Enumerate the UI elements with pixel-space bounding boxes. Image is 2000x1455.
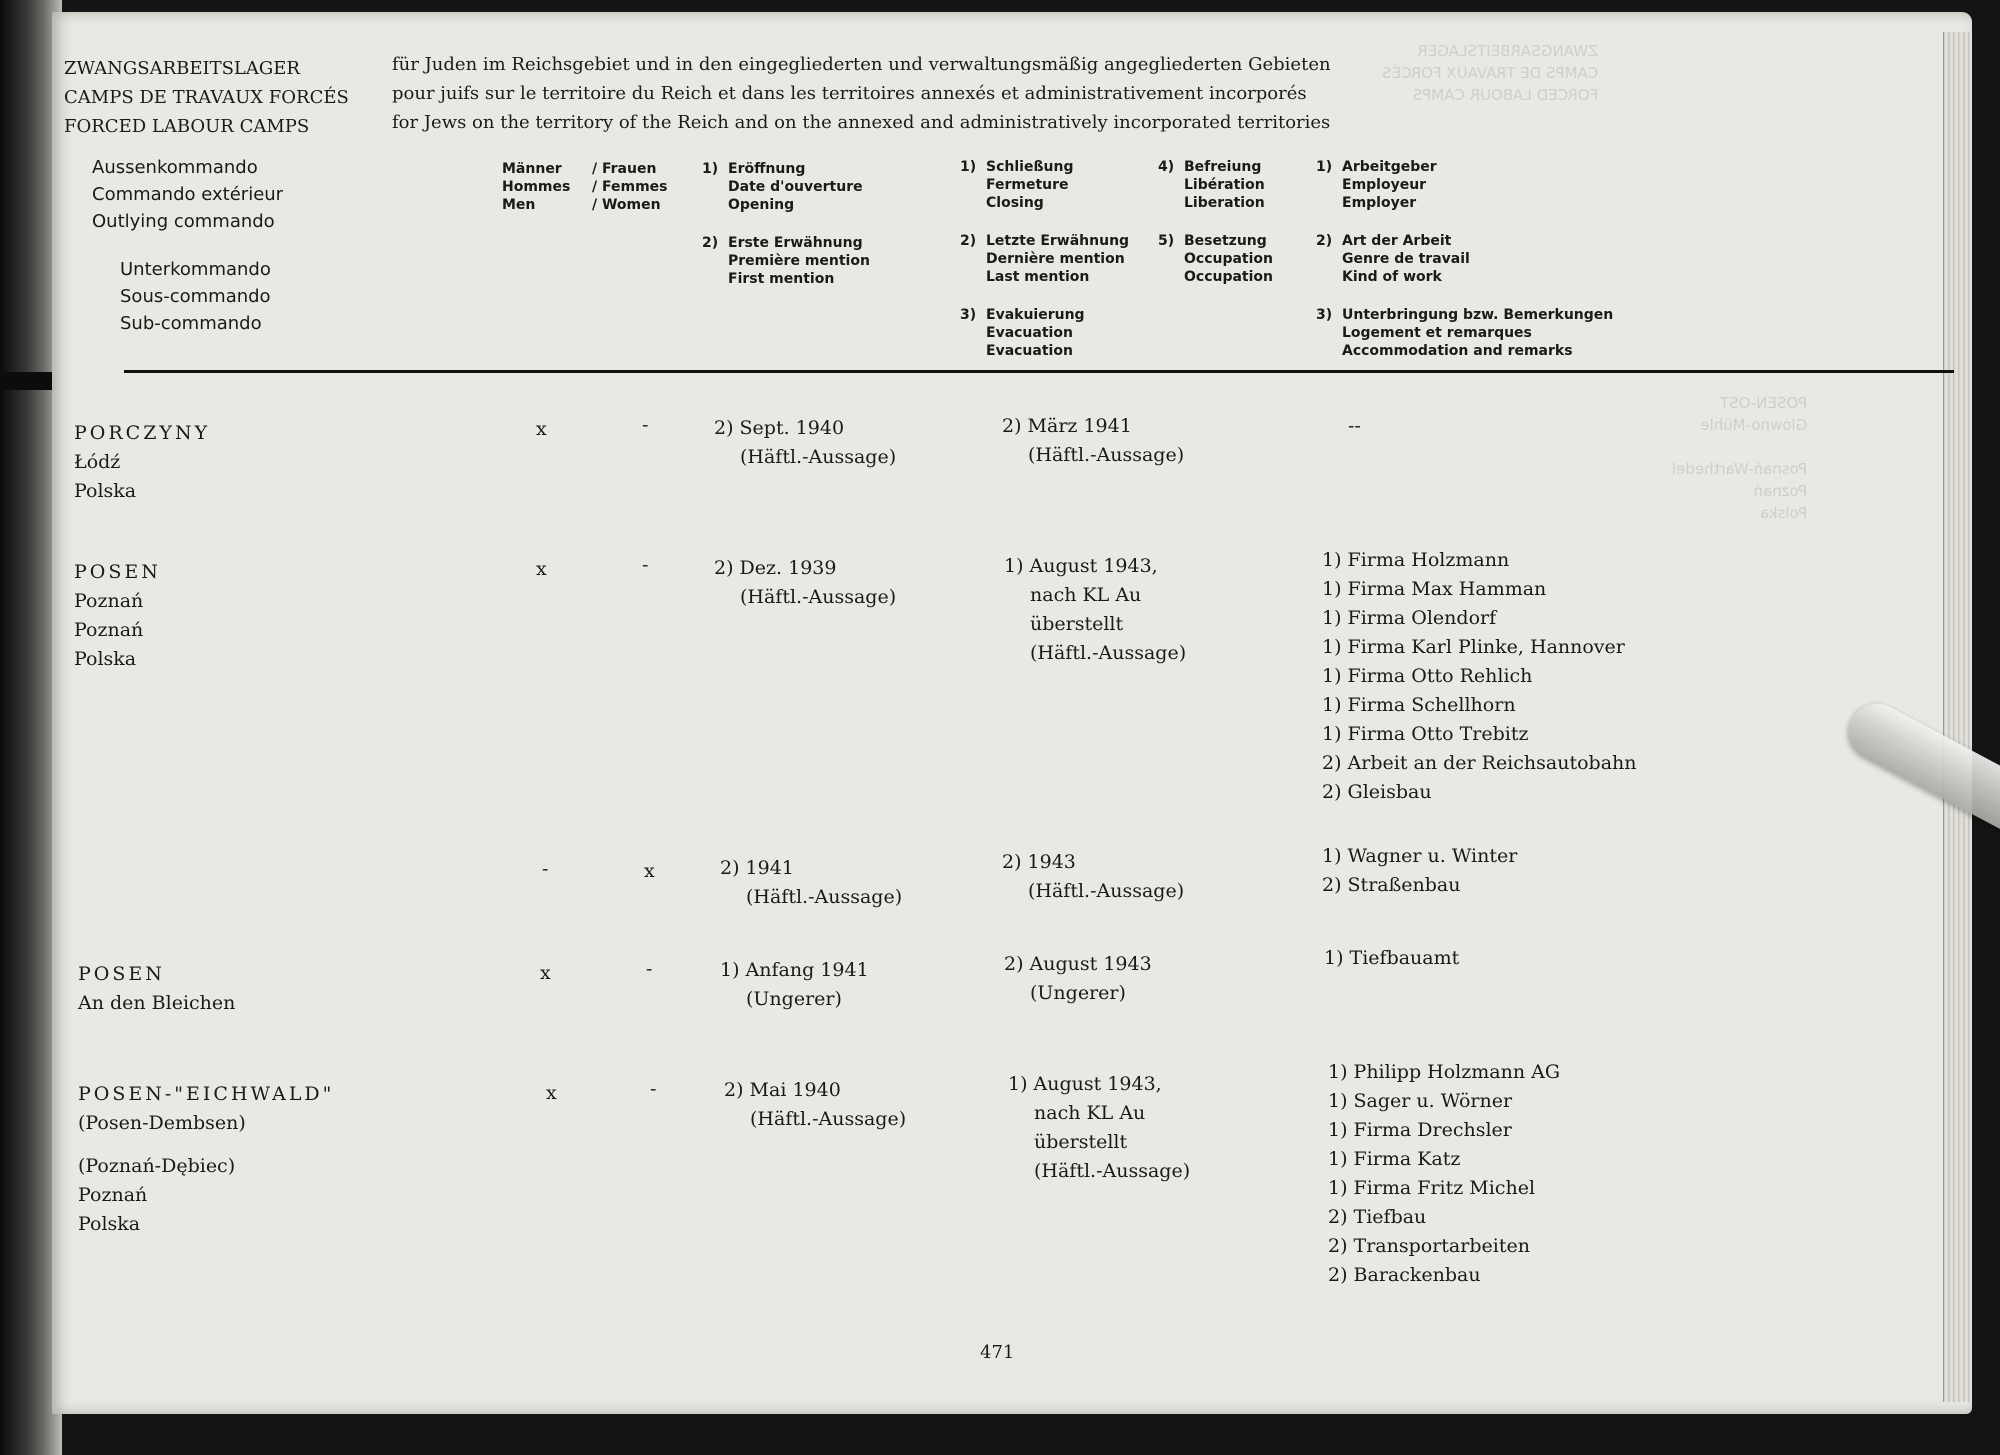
opening-source: (Häftl.-Aussage) bbox=[740, 586, 897, 608]
intro-line-de: für Juden im Reichsgebiet und in den eingegliederten und verwaltungsmäßig angegliederten Gebieten bbox=[392, 54, 1331, 75]
camp-city: Łódź bbox=[74, 451, 121, 473]
camp-polish-name: (Poznań-Dębiec) bbox=[78, 1155, 236, 1177]
entry-posen-men: x bbox=[536, 558, 547, 580]
camp-name: POSEN-"EICHWALD" bbox=[78, 1083, 335, 1105]
closing-line: 1) August 1943, bbox=[1008, 1073, 1162, 1095]
sub-line-fr: Sous-commando bbox=[120, 286, 271, 307]
title-line-en: FORCED LABOUR CAMPS bbox=[64, 116, 310, 137]
legend-closing-num-3: 3) bbox=[960, 307, 977, 323]
camp-alt-name: (Posen-Dembsen) bbox=[78, 1112, 246, 1134]
legend-remarks-de: Unterbringung bzw. Bemerkungen bbox=[1342, 307, 1614, 323]
employer-item: 2) Tiefbau bbox=[1328, 1206, 1427, 1228]
entry-2-employer bbox=[1322, 842, 1517, 900]
closing-line: 2) März 1941 bbox=[1002, 415, 1132, 437]
legend-closing-2-de: Letzte Erwähnung bbox=[986, 233, 1130, 249]
legend-employer bbox=[1316, 158, 1613, 360]
legend-work-num-2: 2) bbox=[1316, 233, 1333, 249]
spine-shadow bbox=[0, 372, 58, 390]
entry-bleichen-employer: 1) Tiefbauamt bbox=[1324, 947, 1460, 969]
entry-posen-employer bbox=[1322, 546, 1637, 807]
entry-posen-closing bbox=[1004, 552, 1186, 668]
legend-remarks-en: Accommodation and remarks bbox=[1342, 343, 1573, 359]
closing-source: (Häftl.-Aussage) bbox=[1028, 444, 1185, 466]
entry-porczyny-closing bbox=[1002, 412, 1184, 470]
legend-work-fr: Genre de travail bbox=[1342, 251, 1470, 267]
entry-eichwald-women: - bbox=[650, 1078, 657, 1100]
opening-source: (Häftl.-Aussage) bbox=[740, 446, 897, 468]
entry-eichwald-men: x bbox=[546, 1082, 557, 1104]
entry-porczyny-men: x bbox=[536, 418, 547, 440]
legend-opening bbox=[702, 160, 870, 288]
closing-line-3: überstellt bbox=[1030, 613, 1124, 635]
employer-item: 2) Gleisbau bbox=[1322, 781, 1432, 803]
legend-opening-num-2: 2) bbox=[702, 235, 719, 251]
opening-source: (Häftl.-Aussage) bbox=[746, 886, 903, 908]
legend-liberation bbox=[1158, 158, 1273, 286]
entry-porczyny-women: - bbox=[642, 414, 649, 436]
legend-remarks-fr: Logement et remarques bbox=[1342, 325, 1532, 341]
page-edge bbox=[1943, 32, 1972, 1402]
employer-item: 2) Arbeit an der Reichsautobahn bbox=[1322, 752, 1637, 774]
intro-text bbox=[392, 50, 1331, 137]
legend-opening-1-en: Opening bbox=[728, 197, 795, 213]
employer-item: 1) Firma Katz bbox=[1328, 1148, 1461, 1170]
employer-item: 1) Firma Karl Plinke, Hannover bbox=[1322, 636, 1625, 658]
legend-opening-2-en: First mention bbox=[728, 271, 835, 287]
closing-source: (Häftl.-Aussage) bbox=[1028, 880, 1185, 902]
opening-line: 2) 1941 bbox=[720, 857, 794, 879]
legend-occupation-de: Besetzung bbox=[1184, 233, 1267, 249]
legend-occupation-en: Occupation bbox=[1184, 269, 1274, 285]
entry-bleichen-women: - bbox=[646, 958, 653, 980]
opening-line: 2) Dez. 1939 bbox=[714, 557, 837, 579]
intro-line-fr: pour juifs sur le territoire du Reich et dans les territoires annexés et administrativement incorporés bbox=[392, 83, 1307, 104]
legend-women-de: / Frauen bbox=[592, 161, 657, 177]
closing-line-3: überstellt bbox=[1034, 1131, 1128, 1153]
entry-bleichen-men: x bbox=[540, 962, 551, 984]
legend-closing-3-en: Evacuation bbox=[986, 343, 1073, 359]
sub-line-en: Sub-commando bbox=[120, 313, 262, 334]
legend-opening-2-fr: Première mention bbox=[728, 253, 870, 269]
outlying-commando-heading bbox=[92, 154, 283, 235]
legend-opening-2-de: Erste Erwähnung bbox=[728, 235, 863, 251]
camp-city-alt: Poznań bbox=[74, 619, 144, 641]
legend-closing-1-de: Schließung bbox=[986, 159, 1074, 175]
outlying-line-en: Outlying commando bbox=[92, 211, 275, 232]
employer-item: 1) Wagner u. Winter bbox=[1322, 845, 1518, 867]
page-number: 471 bbox=[980, 1342, 1015, 1363]
legend-occupation-fr: Occupation bbox=[1184, 251, 1274, 267]
camp-street: An den Bleichen bbox=[78, 992, 236, 1014]
closing-source: (Häftl.-Aussage) bbox=[1030, 642, 1187, 664]
employer-item: 1) Firma Holzmann bbox=[1322, 549, 1510, 571]
outlying-line-de: Aussenkommando bbox=[92, 157, 258, 178]
closing-line: 2) 1943 bbox=[1002, 851, 1076, 873]
opening-source: (Häftl.-Aussage) bbox=[750, 1108, 907, 1130]
closing-line: 2) August 1943 bbox=[1004, 953, 1152, 975]
entry-2-opening bbox=[720, 854, 902, 912]
opening-line: 2) Sept. 1940 bbox=[714, 417, 845, 439]
legend-men-fr: Hommes bbox=[502, 179, 571, 195]
employer-item: 2) Barackenbau bbox=[1328, 1264, 1481, 1286]
legend-women-fr: / Femmes bbox=[592, 179, 668, 195]
legend-employer-en: Employer bbox=[1342, 195, 1417, 211]
camp-name: PORCZYNY bbox=[74, 422, 211, 444]
legend-employer-de: Arbeitgeber bbox=[1342, 159, 1437, 175]
employer-item: 2) Transportarbeiten bbox=[1328, 1235, 1530, 1257]
legend-closing bbox=[960, 158, 1129, 360]
legend-opening-num-1: 1) bbox=[702, 161, 719, 177]
legend-opening-1-fr: Date d'ouverture bbox=[728, 179, 863, 195]
legend-liberation-fr: Libération bbox=[1184, 177, 1265, 193]
entry-eichwald-closing bbox=[1008, 1070, 1190, 1186]
legend-closing-3-fr: Evacuation bbox=[986, 325, 1073, 341]
closing-line-2: nach KL Au bbox=[1030, 584, 1142, 606]
legend-occupation-num-5: 5) bbox=[1158, 233, 1175, 249]
opening-source: (Ungerer) bbox=[746, 988, 842, 1010]
legend-closing-1-en: Closing bbox=[986, 195, 1044, 211]
employer-item: 1) Firma Fritz Michel bbox=[1328, 1177, 1536, 1199]
closing-source: (Ungerer) bbox=[1030, 982, 1126, 1004]
entry-posen-opening bbox=[714, 554, 896, 612]
outlying-line-fr: Commando extérieur bbox=[92, 184, 284, 205]
employer-item: 1) Philipp Holzmann AG bbox=[1328, 1061, 1561, 1083]
legend-liberation-num-4: 4) bbox=[1158, 159, 1175, 175]
entry-2-closing bbox=[1002, 848, 1184, 906]
employer-item: 2) Straßenbau bbox=[1322, 874, 1461, 896]
entry-bleichen-closing bbox=[1004, 950, 1152, 1008]
camp-city: Poznań bbox=[78, 1184, 148, 1206]
camp-name: POSEN bbox=[78, 963, 165, 985]
opening-line: 2) Mai 1940 bbox=[724, 1079, 841, 1101]
legend-liberation-de: Befreiung bbox=[1184, 159, 1262, 175]
entry-2-women: x bbox=[644, 860, 655, 882]
legend-closing-num-2: 2) bbox=[960, 233, 977, 249]
employer-item: 1) Firma Max Hamman bbox=[1322, 578, 1547, 600]
entry-posen-location bbox=[74, 558, 161, 674]
camp-city: Poznań bbox=[74, 590, 144, 612]
employer-item: 1) Firma Olendorf bbox=[1322, 607, 1497, 629]
closing-line: 1) August 1943, bbox=[1004, 555, 1158, 577]
entry-bleichen-location bbox=[78, 960, 235, 1018]
bleed-through-top: ZWANGSARBEITSLAGER CAMPS DE TRAVAUX FORCÉS FORCED LABOUR CAMPS bbox=[1382, 42, 1599, 104]
legend-closing-3-de: Evakuierung bbox=[986, 307, 1085, 323]
legend-work-en: Kind of work bbox=[1342, 269, 1442, 285]
entry-porczyny-location bbox=[74, 419, 210, 506]
employer-item: 1) Firma Drechsler bbox=[1328, 1119, 1512, 1141]
sub-commando-heading bbox=[120, 256, 271, 337]
entry-eichwald-location bbox=[78, 1080, 334, 1239]
legend-closing-2-en: Last mention bbox=[986, 269, 1090, 285]
legend-remarks-num-3: 3) bbox=[1316, 307, 1333, 323]
camp-country: Polska bbox=[74, 648, 137, 670]
sub-line-de: Unterkommando bbox=[120, 259, 271, 280]
book-page bbox=[52, 12, 1972, 1414]
employer-item: 1) Firma Otto Rehlich bbox=[1322, 665, 1533, 687]
legend-men-en: Men bbox=[502, 197, 536, 213]
entry-bleichen-opening bbox=[720, 956, 869, 1014]
legend-opening-1-de: Eröffnung bbox=[728, 161, 806, 177]
header-rule bbox=[124, 370, 1954, 373]
entry-eichwald-opening bbox=[724, 1076, 906, 1134]
legend-closing-1-fr: Fermeture bbox=[986, 177, 1069, 193]
bleed-through-right: POSEN-OST Glowno-Mühle Posnań-Warthedel Poznań Polska bbox=[1672, 394, 1808, 522]
title-line-fr: CAMPS DE TRAVAUX FORCÉS bbox=[64, 87, 349, 108]
title-line-de: ZWANGSARBEITSLAGER bbox=[64, 58, 300, 79]
entry-eichwald-employer bbox=[1328, 1058, 1560, 1290]
legend-employer-num-1: 1) bbox=[1316, 159, 1333, 175]
legend-closing-num-1: 1) bbox=[960, 159, 977, 175]
camp-name: POSEN bbox=[74, 561, 161, 583]
opening-line: 1) Anfang 1941 bbox=[720, 959, 869, 981]
legend-gender bbox=[502, 160, 667, 214]
employer-item: 1) Sager u. Wörner bbox=[1328, 1090, 1513, 1112]
employer-item: 1) Firma Schellhorn bbox=[1322, 694, 1516, 716]
entry-porczyny-opening bbox=[714, 414, 896, 472]
legend-women-en: / Women bbox=[592, 197, 661, 213]
entry-porczyny-employer: -- bbox=[1348, 415, 1361, 437]
camp-country: Polska bbox=[74, 480, 137, 502]
camp-country: Polska bbox=[78, 1213, 141, 1235]
employer-item: 1) Firma Otto Trebitz bbox=[1322, 723, 1529, 745]
legend-work-de: Art der Arbeit bbox=[1342, 233, 1452, 249]
legend-employer-fr: Employeur bbox=[1342, 177, 1427, 193]
intro-line-en: for Jews on the territory of the Reich and on the annexed and administratively incorporated territories bbox=[392, 112, 1331, 133]
collection-title bbox=[64, 54, 349, 141]
legend-liberation-en: Liberation bbox=[1184, 195, 1265, 211]
closing-line-2: nach KL Au bbox=[1034, 1102, 1146, 1124]
closing-source: (Häftl.-Aussage) bbox=[1034, 1160, 1191, 1182]
entry-posen-women: - bbox=[642, 554, 649, 576]
legend-men-de: Männer bbox=[502, 161, 562, 177]
legend-closing-2-fr: Dernière mention bbox=[986, 251, 1125, 267]
entry-2-men: - bbox=[542, 858, 549, 880]
